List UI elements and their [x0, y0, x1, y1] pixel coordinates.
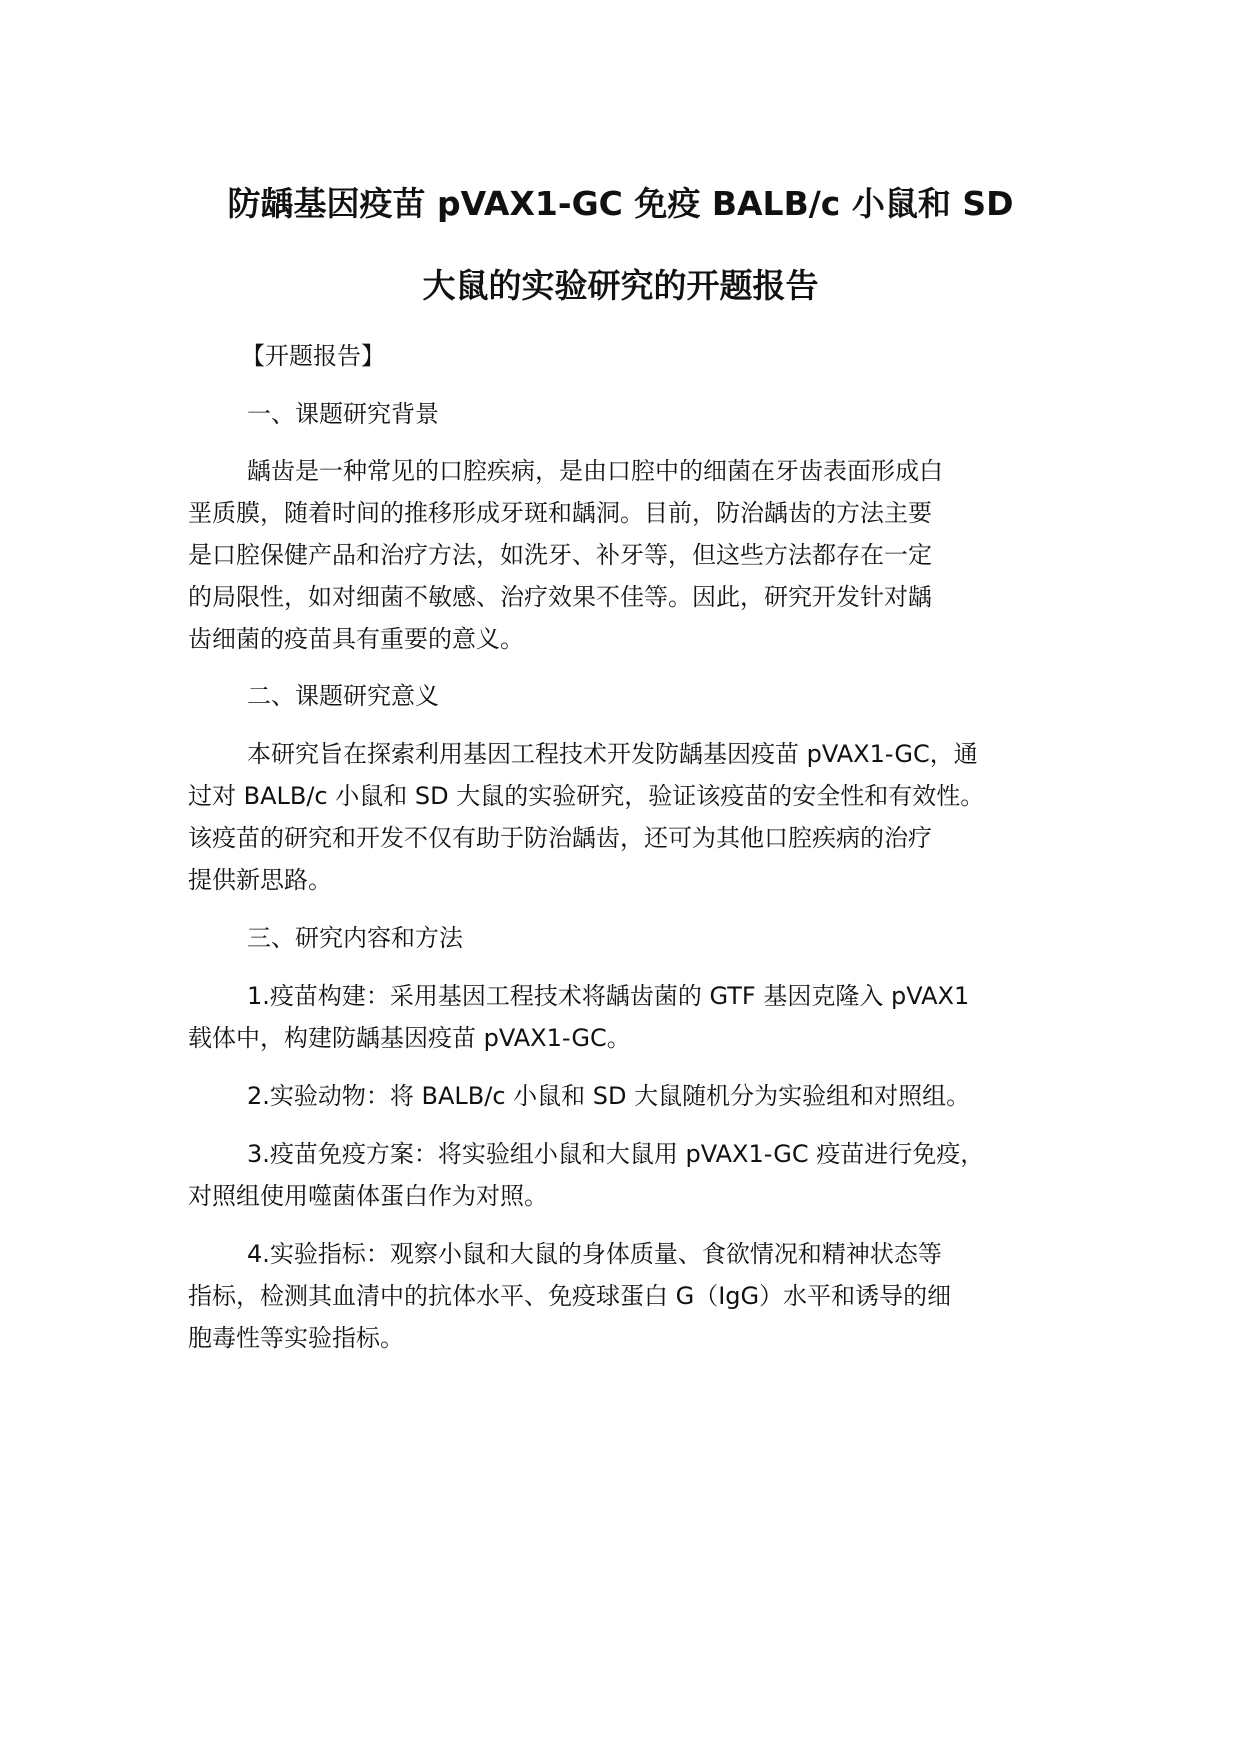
list-item-line: 4.实验指标：观察小鼠和大鼠的身体质量、食欲情况和精神状态等 [247, 1240, 942, 1268]
paragraph-line: 过对 BALB/c 小鼠和 SD 大鼠的实验研究，验证该疫苗的安全性和有效性。 [188, 782, 985, 810]
paragraph-line: 是口腔保健产品和治疗方法，如洗牙、补牙等，但这些方法都存在一定 [188, 541, 932, 569]
list-item-line: 对照组使用噬菌体蛋白作为对照。 [188, 1182, 548, 1210]
list-item-line: 载体中，构建防龋基因疫苗 pVAX1-GC。 [188, 1024, 631, 1052]
paragraph-line: 垩质膜，随着时间的推移形成牙斑和龋洞。目前，防治龋齿的方法主要 [188, 499, 932, 527]
paragraph-line: 龋齿是一种常见的口腔疾病，是由口腔中的细菌在牙齿表面形成白 [247, 457, 943, 485]
section-marker: 【开题报告】 [241, 342, 385, 370]
list-item-line: 3.疫苗免疫方案：将实验组小鼠和大鼠用 pVAX1-GC 疫苗进行免疫， [247, 1140, 985, 1168]
list-item-line: 1.疫苗构建：采用基因工程技术将龋齿菌的 GTF 基因克隆入 pVAX1 [247, 982, 970, 1010]
paragraph-line: 提供新思路。 [188, 866, 332, 894]
list-item-line: 指标，检测其血清中的抗体水平、免疫球蛋白 G（IgG）水平和诱导的细 [188, 1282, 952, 1310]
list-item-line: 胞毒性等实验指标。 [188, 1324, 404, 1352]
paragraph-line: 的局限性，如对细菌不敏感、治疗效果不佳等。因此，研究开发针对龋 [188, 583, 932, 611]
list-item-line: 2.实验动物：将 BALB/c 小鼠和 SD 大鼠随机分为实验组和对照组。 [247, 1082, 971, 1110]
document-title-line-1: 防龋基因疫苗 pVAX1-GC 免疫 BALB/c 小鼠和 SD [227, 184, 1014, 223]
paragraph-line: 齿细菌的疫苗具有重要的意义。 [188, 625, 524, 653]
paragraph-line: 该疫苗的研究和开发不仅有助于防治龋齿，还可为其他口腔疾病的治疗 [188, 824, 932, 852]
section-heading-methods: 三、研究内容和方法 [247, 924, 463, 952]
section-heading-background: 一、课题研究背景 [247, 400, 439, 428]
document-title-line-2: 大鼠的实验研究的开题报告 [422, 266, 819, 305]
paragraph-line: 本研究旨在探索利用基因工程技术开发防龋基因疫苗 pVAX1-GC，通 [247, 740, 978, 768]
section-heading-significance: 二、课题研究意义 [247, 682, 439, 710]
